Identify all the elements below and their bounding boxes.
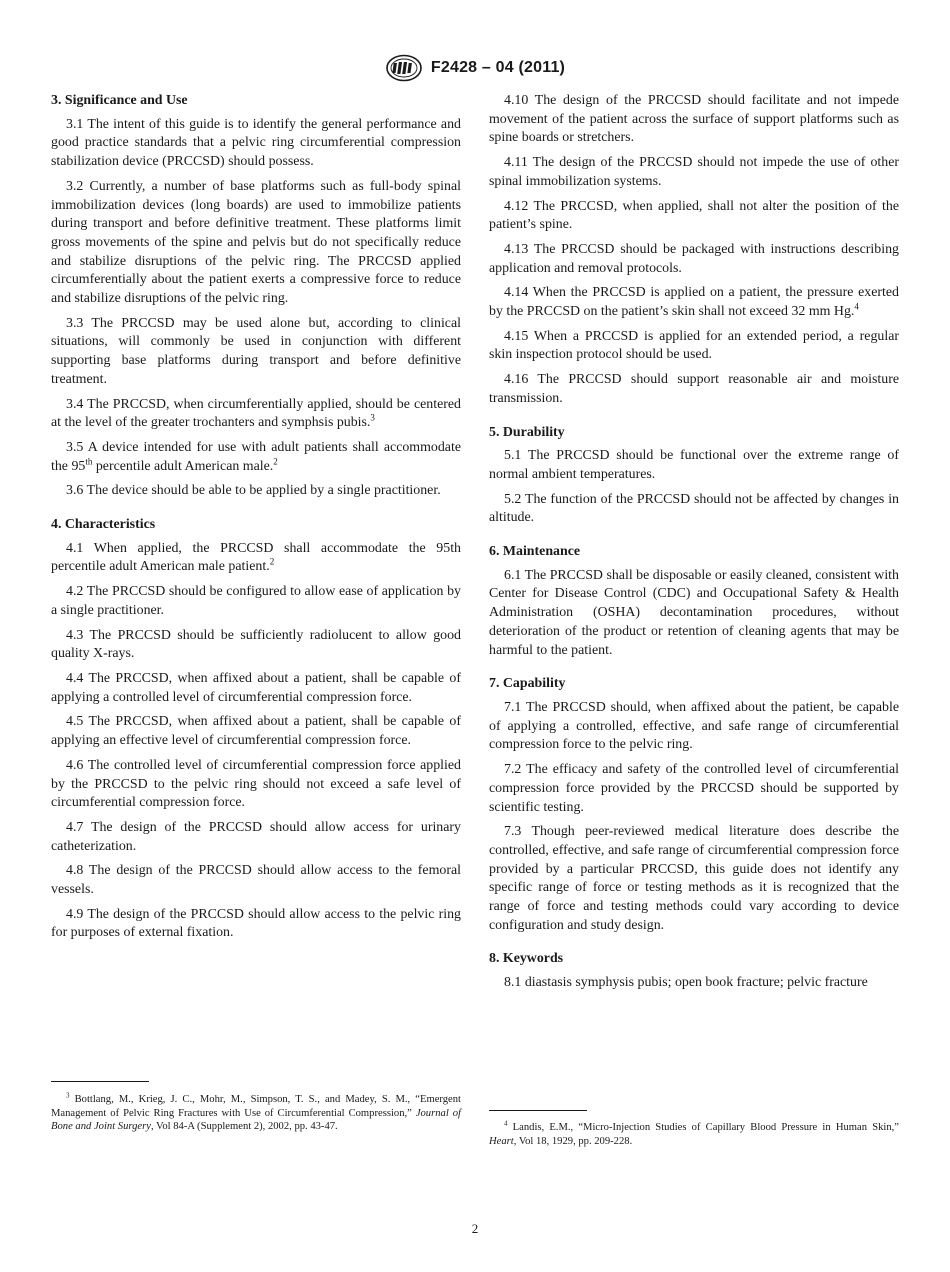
footnote-text: Bottlang, M., Krieg, J. C., Mohr, M., Simpson, T. S., and Madey, S. M., “Emergent Management of Pelvic Ring Fractures with Use of Circumferential Compression,” <box>51 1094 461 1119</box>
paragraph-4-16: 4.16 The PRCCSD should support reasonable air and moisture transmission. <box>489 372 899 406</box>
paragraph-3-1: 3.1 The intent of this guide is to identify the general performance and good practice standards that a pelvic ring circumferential compression stabilization device (PRCCSD) should possess. <box>51 116 461 170</box>
footnote-text: , Vol 84-A (Supplement 2), 2002, pp. 43-47. <box>150 1121 338 1133</box>
journal-title: Journal of Bone and Joint Surgery <box>51 1107 461 1133</box>
left-column <box>51 92 461 949</box>
section-heading: 8. Keywords <box>489 951 564 967</box>
paragraph-text: 3.4 The PRCCSD, when circumferentially applied, should be centered at the level of the greater trochanters and symphsis pubis. <box>51 396 461 431</box>
paragraph-4-1 <box>51 540 461 577</box>
paragraph-3-4 <box>51 396 461 433</box>
document-id: F2428 – 04 (2011) <box>430 59 566 76</box>
page-header <box>0 54 950 82</box>
footnote-ref: 4 <box>854 301 859 312</box>
footnote-divider <box>51 1081 149 1082</box>
paragraph-3-2: 3.2 Currently, a number of base platforms such as full-body spinal immobilization devices (long boards) are used to immobilize patients during transport and before definitive treatment. These platforms limit gross movements of the spine and pelvis but do not specifically reduce and stabilize disruptions of the pelvic ring. The PRCCSD applied circumferentially about the patient exerts a compressive force to reduce and stabilize disruptions of the pelvic ring. <box>51 178 461 307</box>
section-heading: 4. Characteristics <box>51 517 156 533</box>
paragraph-4-6: 4.6 The controlled level of circumferential compression force applied by the PRCCSD to the pelvic ring should not exceed a safe level of circumferential compression force. <box>51 757 461 811</box>
paragraph-text: percentile adult American male. <box>92 458 274 474</box>
section-heading: 3. Significance and Use <box>51 93 188 108</box>
footnote-divider <box>489 1110 587 1111</box>
paragraph-4-9: 4.9 The design of the PRCCSD should allow access to the pelvic ring for purposes of external fixation. <box>51 906 461 941</box>
section-heading: 5. Durability <box>489 424 565 440</box>
paragraph-4-15: 4.15 When a PRCCSD is applied for an extended period, a regular skin inspection protocol should be used. <box>489 328 899 363</box>
paragraph-3-3: 3.3 The PRCCSD may be used alone but, according to clinical situations, will commonly be used in conjunction with different supporting base platforms during transport and before definitive treatment. <box>51 315 461 387</box>
paragraph-text: 4.14 When the PRCCSD is applied on a patient, the pressure exerted by the PRCCSD on the patient’s skin shall not exceed 32 mm Hg. <box>489 285 899 320</box>
paragraph-5-1: 5.1 The PRCCSD should be functional over the extreme range of normal ambient temperatures. <box>489 448 899 482</box>
footnote-ref: 2 <box>273 456 278 467</box>
paragraph-text: 4.1 When applied, the PRCCSD shall accommodate the 95th percentile adult American male patient. <box>51 540 461 575</box>
paragraph-4-12: 4.12 The PRCCSD, when applied, shall not alter the position of the patient’s spine. <box>489 198 899 233</box>
footnote-3 <box>51 1093 461 1134</box>
paragraph-4-13: 4.13 The PRCCSD should be packaged with instructions describing application and removal protocols. <box>489 241 899 276</box>
footnote-number: 4 <box>504 1119 508 1128</box>
footnote-4 <box>489 1121 899 1148</box>
right-column <box>489 92 899 999</box>
paragraph-4-2: 4.2 The PRCCSD should be configured to allow ease of application by a single practitioner. <box>51 584 461 618</box>
paragraph-4-10: 4.10 The design of the PRCCSD should facilitate and not impede movement of the patient across the surface of support platforms such as spine boards or stretchers. <box>489 93 899 146</box>
astm-logo <box>385 54 423 82</box>
footnote-ref: 3 <box>370 412 375 423</box>
section-heading: 6. Maintenance <box>489 544 581 560</box>
paragraph-7-2: 7.2 The efficacy and safety of the controlled level of circumferential compression force provided by the PRCCSD should be supported by scientific testing. <box>489 762 899 815</box>
paragraph-6-1: 6.1 The PRCCSD shall be disposable or easily cleaned, consistent with Center for Disease Control (CDC) and Occupational Safety & Health Administration (OSHA) decontamination procedures, without deterioration of the product or retention of cleaning agents that may be harmful to the patient. <box>489 567 899 658</box>
superscript-th: th <box>85 456 93 467</box>
paragraph-3-5 <box>51 439 461 476</box>
footnote-ref: 2 <box>269 556 275 567</box>
journal-title: Heart <box>489 1135 514 1147</box>
paragraph-7-1: 7.1 The PRCCSD should, when affixed about the patient, be capable of applying a controlled, effective, and safe range of circumferential compression force to the pelvic ring. <box>489 699 899 753</box>
paragraph-4-14 <box>489 284 899 321</box>
paragraph-7-3: 7.3 Though peer-reviewed medical literature does describe the controlled, effective, and safe range of circumferential compression force provided by a particular PRCCSD, this guide does not identify any specific range of force or testing methods as it is recognized that the range of force and testing methods could vary according to device configuration and study design. <box>489 824 899 933</box>
section-heading: 7. Capability <box>489 676 566 692</box>
paragraph-3-6: 3.6 The device should be able to be applied by a single practitioner. <box>66 483 441 499</box>
footnote-text: , Vol 18, 1929, pp. 209-228. <box>513 1135 633 1147</box>
footnote-text: Landis, E.M., “Micro-Injection Studies of Capillary Blood Pressure in Human Skin,” <box>507 1122 899 1133</box>
paragraph-5-2: 5.2 The function of the PRCCSD should not be affected by changes in altitude. <box>489 491 899 526</box>
paragraph-text: 3.5 A device intended for use with adult patients shall accommodate the 95 <box>51 439 461 474</box>
paragraph-4-5: 4.5 The PRCCSD, when affixed about a patient, shall be capable of applying an effective level of circumferential compression force. <box>51 714 461 749</box>
paragraph-4-7: 4.7 The design of the PRCCSD should allow access for urinary catheterization. <box>51 819 461 854</box>
page-number: 2 <box>471 1221 479 1236</box>
paragraph-4-4: 4.4 The PRCCSD, when affixed about a patient, shall be capable of applying a controlled level of circumferential compression force. <box>51 670 461 705</box>
footnote-number: 3 <box>66 1091 70 1100</box>
paragraph-4-8: 4.8 The design of the PRCCSD should allow access to the femoral vessels. <box>51 863 461 898</box>
paragraph-8-1: 8.1 diastasis symphysis pubis; open book fracture; pelvic fracture <box>504 975 868 991</box>
paragraph-4-3: 4.3 The PRCCSD should be sufficiently radiolucent to allow good quality X-rays. <box>51 627 461 662</box>
paragraph-4-11: 4.11 The design of the PRCCSD should not impede the use of other spinal immobilization systems. <box>489 155 899 189</box>
